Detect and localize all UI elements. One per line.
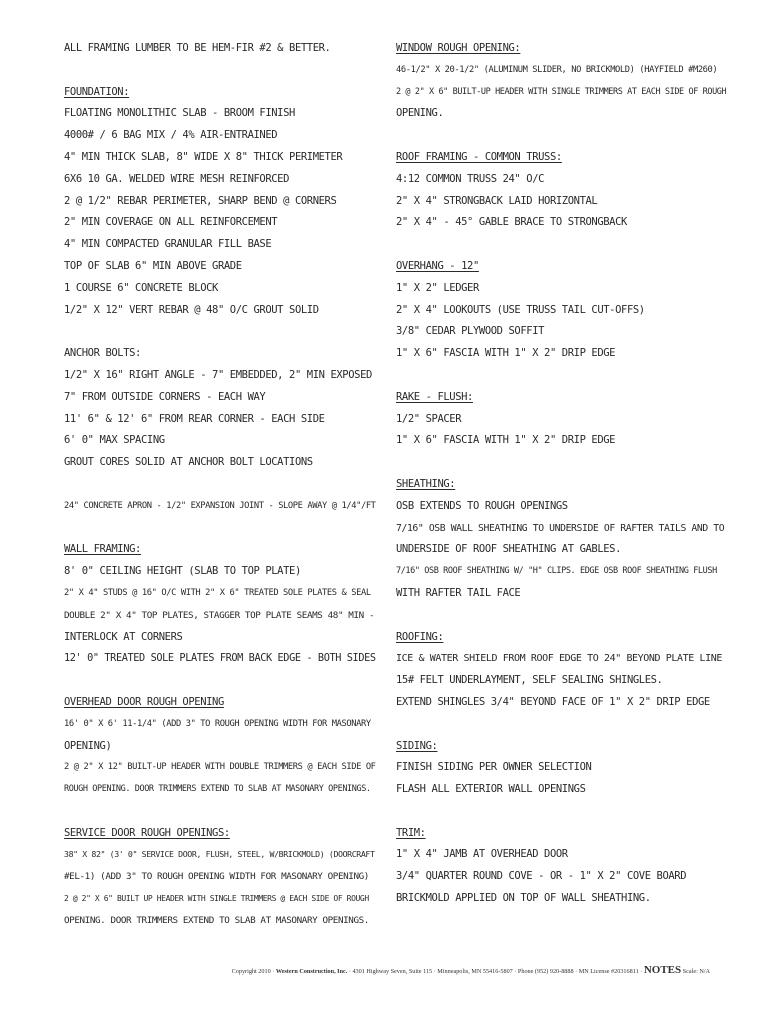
company-address: · 4301 Highway Seven, Suite 115 · Minneapolis, MN 55416-5807 · Phone (952) 920-8888 · MN License #20316811 · [347, 968, 644, 975]
note-line: 15# FELT UNDERLAYMENT, SELF SEALING SHINGLES. [396, 674, 663, 687]
note-line: 6X6 10 GA. WELDED WIRE MESH REINFORCED [64, 172, 290, 185]
note-line: FLASH ALL EXTERIOR WALL OPENINGS [396, 783, 586, 796]
note-line: ALL FRAMING LUMBER TO BE HEM-FIR #2 & BETTER. [64, 42, 331, 54]
note-line: FINISH SIDING PER OWNER SELECTION [396, 761, 592, 774]
section-heading: SHEATHING: [396, 477, 456, 490]
spacer [396, 714, 726, 736]
spacer [64, 60, 376, 82]
note-line: 2" X 4" - 45° GABLE BRACE TO STRONGBACK [396, 216, 627, 229]
note-line: ANCHOR BOLTS: [64, 347, 141, 360]
copyright-text: Copyright 2010 · [231, 968, 276, 975]
note-line: ICE & WATER SHIELD FROM ROOF EDGE TO 24" BEYOND PLATE LINE [396, 653, 722, 665]
spacer [396, 452, 726, 474]
note-line: 11' 6" & 12' 6" FROM REAR CORNER - EACH SIDE [64, 412, 325, 425]
note-line: 2 @ 2" X 12" BUILT-UP HEADER WITH DOUBLE TRIMMERS @ EACH SIDE OF [64, 762, 376, 773]
note-line: 2 @ 1/2" REBAR PERIMETER, SHARP BEND @ CORNERS [64, 194, 337, 207]
note-line: 4" MIN THICK SLAB, 8" WIDE X 8" THICK PERIMETER [64, 150, 343, 163]
note-line: OPENING. DOOR TRIMMERS EXTEND TO SLAB AT MASONARY OPENINGS. [64, 914, 369, 926]
note-line: OSB EXTENDS TO ROUGH OPENINGS [396, 499, 568, 512]
note-line: 2" X 4" LOOKOUTS (USE TRUSS TAIL CUT-OFFS) [396, 303, 645, 316]
company-name: Western Construction, Inc. [275, 968, 348, 975]
scale-text: Scale: N/A [681, 968, 710, 975]
spacer [396, 605, 726, 627]
section-heading: TRIM: [396, 826, 426, 839]
note-line: FLOATING MONOLITHIC SLAB - BROOM FINISH [64, 107, 295, 120]
spacer [396, 234, 726, 256]
left-notes-column [64, 38, 376, 932]
note-line: 46-1/2" X 20-1/2" (ALUMINUM SLIDER, NO BRICKMOLD) (HAYFIELD #M260) [396, 64, 718, 75]
section-heading: ROOFING: [396, 630, 444, 643]
note-line: 2" X 4" STUDS @ 16" O/C WITH 2" X 6" TREATED SOLE PLATES & SEAL [64, 587, 371, 598]
note-line: 3/8" CEDAR PLYWOOD SOFFIT [396, 325, 545, 338]
note-line: 4:12 COMMON TRUSS 24" O/C [396, 172, 545, 185]
note-line: 7" FROM OUTSIDE CORNERS - EACH WAY [64, 390, 266, 403]
note-line: 24" CONCRETE APRON - 1/2" EXPANSION JOINT - SLOPE AWAY @ 1/4"/FT [64, 500, 376, 511]
note-line: 4" MIN COMPACTED GRANULAR FILL BASE [64, 238, 272, 251]
section-heading: SIDING: [396, 739, 438, 752]
note-line: TOP OF SLAB 6" MIN ABOVE GRADE [64, 259, 242, 272]
note-line: OPENING) [64, 739, 112, 752]
note-line: 6' 0" MAX SPACING [64, 434, 165, 447]
note-line: 38" X 82" (3' 0" SERVICE DOOR, FLUSH, STEEL, W/BRICKMOLD) (DOORCRAFT [64, 849, 375, 860]
spacer [396, 125, 726, 147]
spacer [64, 474, 376, 496]
note-line: EXTEND SHINGLES 3/4" BEYOND FACE OF 1" X 2" DRIP EDGE [396, 695, 710, 708]
note-line: 1" X 4" JAMB AT OVERHEAD DOOR [396, 848, 568, 861]
note-line: UNDERSIDE OF ROOF SHEATHING AT GABLES. [396, 543, 622, 556]
section-heading: OVERHANG - 12" [396, 259, 479, 272]
spacer [64, 670, 376, 692]
note-line: OPENING. [396, 107, 444, 120]
note-line: 1/2" X 12" VERT REBAR @ 48" O/C GROUT SOLID [64, 303, 319, 316]
spacer [396, 365, 726, 387]
spacer [396, 801, 726, 823]
section-heading: ROOF FRAMING - COMMON TRUSS: [396, 150, 562, 163]
note-line: 2" X 4" STRONGBACK LAID HORIZONTAL [396, 194, 598, 207]
title-block-footer [0, 964, 710, 976]
section-heading: WALL FRAMING: [64, 543, 141, 556]
note-line: #EL-1) (ADD 3" TO ROUGH OPENING WIDTH FOR MASONARY OPENING) [64, 871, 369, 883]
note-line: 2" MIN COVERAGE ON ALL REINFORCEMENT [64, 216, 278, 229]
note-line: 1" X 6" FASCIA WITH 1" X 2" DRIP EDGE [396, 347, 616, 360]
note-line: ROUGH OPENING. DOOR TRIMMERS EXTEND TO SLAB AT MASONARY OPENINGS. [64, 784, 371, 795]
note-line: 4000# / 6 BAG MIX / 4% AIR-ENTRAINED [64, 129, 278, 142]
note-line: 2 @ 2" X 6" BUILT UP HEADER WITH SINGLE TRIMMERS @ EACH SIDE OF ROUGH [64, 894, 369, 904]
spacer [64, 321, 376, 343]
note-line: INTERLOCK AT CORNERS [64, 630, 183, 643]
spacer [64, 518, 376, 540]
note-line: 3/4" QUARTER ROUND COVE - OR - 1" X 2" COVE BOARD [396, 870, 687, 883]
note-line: 1 COURSE 6" CONCRETE BLOCK [64, 281, 218, 294]
note-line: WITH RAFTER TAIL FACE [396, 586, 521, 599]
right-notes-column [396, 38, 726, 910]
section-heading: RAKE - FLUSH: [396, 390, 473, 403]
spacer [64, 801, 376, 823]
section-heading: FOUNDATION: [64, 85, 130, 98]
note-line: 8' 0" CEILING HEIGHT (SLAB TO TOP PLATE) [64, 565, 301, 578]
sheet-title: NOTES [643, 964, 682, 976]
section-heading: WINDOW ROUGH OPENING: [396, 42, 521, 54]
section-heading: SERVICE DOOR ROUGH OPENINGS: [64, 826, 230, 839]
note-line: 1/2" SPACER [396, 412, 462, 425]
note-line: 12' 0" TREATED SOLE PLATES FROM BACK EDGE - BOTH SIDES [64, 652, 376, 665]
note-line: 1" X 2" LEDGER [396, 281, 479, 294]
note-line: BRICKMOLD APPLIED ON TOP OF WALL SHEATHING. [396, 892, 651, 905]
note-line: 2 @ 2" X 6" BUILT-UP HEADER WITH SINGLE TRIMMERS AT EACH SIDE OF ROUGH [396, 86, 727, 97]
note-line: 7/16" OSB ROOF SHEATHING W/ "H" CLIPS. EDGE OSB ROOF SHEATHING FLUSH [396, 566, 717, 577]
note-line: 7/16" OSB WALL SHEATHING TO UNDERSIDE OF RAFTER TAILS AND TO [396, 522, 725, 534]
note-line: 1/2" X 16" RIGHT ANGLE - 7" EMBEDDED, 2" MIN EXPOSED [64, 368, 372, 381]
section-heading: OVERHEAD DOOR ROUGH OPENING [64, 695, 224, 708]
note-line: 16' 0" X 6' 11-1/4" (ADD 3" TO ROUGH OPENING WIDTH FOR MASONARY [64, 718, 371, 729]
note-line: 1" X 6" FASCIA WITH 1" X 2" DRIP EDGE [396, 434, 616, 447]
note-line: DOUBLE 2" X 4" TOP PLATES, STAGGER TOP PLATE SEAMS 48" MIN - [64, 609, 375, 621]
note-line: GROUT CORES SOLID AT ANCHOR BOLT LOCATIONS [64, 456, 313, 469]
